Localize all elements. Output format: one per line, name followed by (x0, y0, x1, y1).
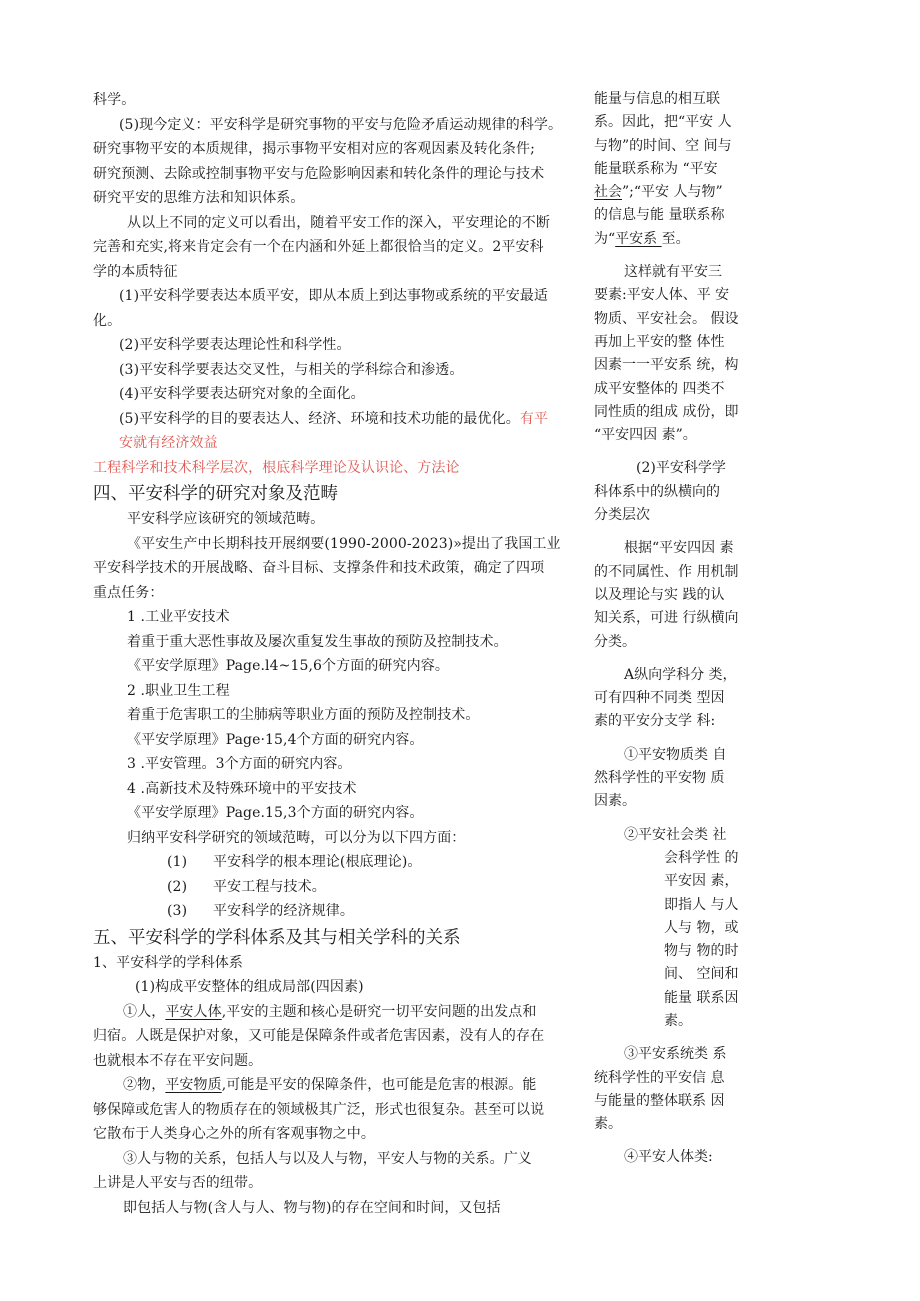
definition-line: 研究预测、去除或控制事物平安与危险影响因素和转化条件的理论与技术 (93, 165, 545, 182)
list-item (93, 875, 593, 900)
list-number: (3) (167, 903, 188, 919)
text-line (594, 228, 756, 251)
text-line: 系。因此，把“平安 人 (594, 114, 732, 131)
list-item (93, 899, 593, 924)
paragraph-line: 《平安生产中长期科技开展纲要(1990-2000-2023)»提出了我国工业 (127, 535, 561, 552)
text-line (594, 181, 756, 204)
underlined-term: 平安物质 (165, 1077, 222, 1093)
red-annotation: 有平 (519, 410, 549, 427)
list-item (93, 850, 593, 875)
text-line: 平安因 素， (664, 873, 739, 890)
text-line: 物与 物的时 (664, 943, 739, 960)
text-line: 科学。 (93, 92, 136, 108)
text-line: 知关系，可进 行纵横向 (594, 610, 739, 627)
section-heading-5: 五、平安科学的学科体系及其与相关学科的关系 (93, 927, 461, 948)
text-span: ,可能是平安的保障条件，也可能是危害的根源。能 (221, 1077, 537, 1093)
paragraph-line: 平安科学技术的开展战略、奋斗目标、支撑条件和技术政策，确定了四项 (93, 560, 545, 576)
text-line: 素。 (664, 1012, 692, 1029)
paragraph-line: 学的本质特征 (93, 263, 178, 280)
paragraph-line: 也就根本不存在平安问题。 (93, 1052, 263, 1069)
text-span: 为“ (594, 230, 616, 247)
text-line: 人与 物，或 (664, 919, 739, 936)
task-title: 2 .职业卫生工程 (127, 682, 230, 699)
section-heading-4: 四、平安科学的研究对象及范畴 (93, 484, 338, 504)
task-ref: 《平安学原理》Page·15,4个方面的研究内容。 (127, 731, 424, 748)
text-span: ,平安的主题和核心是研究一切平安问题的出发点和 (221, 1003, 537, 1020)
task-title: 4 .高新技术及特殊环境中的平安技术 (127, 780, 357, 797)
text-line: 要素:平安人体、平 安 (594, 287, 730, 304)
paragraph-line: 从以上不同的定义可以看出，随着平安工作的深入，平安理论的不断 (127, 214, 550, 231)
text-line: 因素。 (594, 793, 636, 810)
text-line: 然科学性的平安物 质 (594, 770, 725, 787)
text-line: 与物”的时间、空 间与 (594, 137, 732, 154)
paragraph-line (93, 1073, 593, 1098)
text-line: 的不同属性、作 用机制 (594, 563, 739, 580)
text-line: 以及理论与实 践的认 (594, 586, 725, 603)
underlined-term: 社会 (594, 184, 622, 201)
subsection-heading: (1)构成平安整体的组成局部(四因素) (135, 979, 364, 995)
list-number: (1) (167, 854, 188, 870)
text-line: 物质、平安社会。 假设 (594, 310, 739, 327)
task-desc: 着重于危害职工的尘肺病等职业方面的预防及控制技术。 (127, 707, 480, 723)
task-ref: 《平安学原理》Page.15,3个方面的研究内容。 (127, 805, 424, 821)
text-line: ④平安人体类: (624, 1149, 713, 1166)
subsection-heading: 科体系中的纵横向的 (594, 483, 720, 500)
underlined-term: 平安系 (615, 230, 662, 247)
text-line: 能量与信息的相互联 (594, 91, 720, 107)
feature-item: (3)平安科学要表达交叉性，与相关的学科综合和渗透。 (119, 361, 464, 378)
definition-line: 研究平安的思维方法和知识体系。 (93, 190, 305, 206)
text-line: 会科学性 的 (664, 849, 739, 866)
text-line: 同性质的组成 成份，即 (594, 403, 739, 420)
text-line: 间、 空间和 (664, 966, 739, 983)
paragraph-line: 够保障或危害人的物质存在的领域极其广泛，形式也很复杂。甚至可以说 (93, 1101, 545, 1118)
left-column (93, 88, 593, 1220)
subsection-heading: 1、平安科学的学科体系 (93, 954, 244, 971)
list-text: 平安工程与技术。 (213, 878, 326, 895)
feature-item: (1)平安科学要表达本质平安，即从本质上到达事物或系统的平安最适 (119, 288, 549, 304)
subsection-heading: (2)平安科学学 (636, 460, 726, 477)
paragraph-line: 平安科学应该研究的领域范畴。 (127, 511, 325, 527)
text-line: “平安四因 素”。 (594, 427, 697, 444)
text-line: 能量联系称为 “平安 (594, 160, 718, 177)
paragraph-line: 它散布于人类身心之外的所有客观事物之中。 (93, 1126, 375, 1142)
text-line: 与能量的整体联系 因 (594, 1092, 725, 1109)
red-annotation: 安就有经济效益 (119, 435, 218, 451)
text-span: ”;“平安 人与物” (622, 184, 723, 201)
task-desc: 着重于重大恶性事故及屡次重复发生事故的预防及控制技术。 (127, 633, 508, 650)
text-line: ②平安社会类 社 (624, 826, 727, 843)
text-line: 这样就有平安三 (624, 264, 722, 281)
text-line: 根据“平安四因 素 (624, 540, 734, 557)
text-line: ③平安系统类 系 (624, 1046, 727, 1063)
list-text: 平安科学的经济规律。 (213, 903, 354, 919)
task-title: 1 .工业平安技术 (127, 609, 230, 625)
text-line: 成平安整体的 四类不 (594, 380, 725, 397)
text-line: 可有四种不同类 型因 (594, 690, 725, 707)
subsection-heading: 分类层次 (594, 507, 650, 524)
text-span: ②物， (123, 1077, 166, 1093)
feature-text: (5)平安科学的目的要表达人、经济、环境和技术功能的最优化。 (119, 410, 520, 427)
summary-line: 归纳平安科学研究的领域范畴，可以分为以下四方面： (127, 829, 466, 846)
feature-item: (4)平安科学要表达研究对象的全面化。 (119, 386, 365, 402)
paragraph-line: 即包括人与物(含人与人、物与物)的存在空间和时间，又包括 (123, 1199, 501, 1216)
list-text: 平安科学的根本理论(根底理论)。 (213, 854, 422, 870)
feature-item (93, 407, 593, 432)
text-line: 分类。 (594, 633, 636, 650)
text-line: 统科学性的平安信 息 (594, 1069, 725, 1086)
text-span: 至。 (661, 230, 690, 247)
text-line: 能量 联系因 (664, 989, 739, 1006)
definition-line: 研究事物平安的本质规律，揭示事物平安相对应的客观因素及转化条件; (93, 141, 535, 157)
text-line: 素的平安分支学 科: (594, 713, 716, 730)
feature-item: (2)平安科学要表达理论性和科学性。 (119, 337, 351, 353)
paragraph-line (93, 1000, 593, 1025)
text-line: 的信息与能 量联系称 (594, 207, 725, 224)
task-title: 3 .平安管理。3个方面的研究内容。 (127, 756, 352, 772)
text-span: ①人， (123, 1003, 166, 1020)
text-line: ①平安物质类 自 (624, 746, 727, 763)
paragraph-line: 归宿。人既是保护对象，又可能是保障条件或者危害因素，没有人的存在 (93, 1028, 545, 1044)
text-line: A纵向学科分 类， (624, 666, 737, 683)
paragraph-line: 重点任务： (93, 584, 164, 601)
right-column (594, 88, 756, 1170)
text-line: 即指人 与人 (664, 896, 739, 913)
text-line: 因素一一平安系 统，构 (594, 357, 739, 374)
definition-line: (5)现今定义：平安科学是研究事物的平安与危险矛盾运动规律的科学。 (119, 116, 563, 133)
feature-item-cont: 化。 (93, 312, 122, 329)
underlined-term: 平安人体 (165, 1003, 222, 1020)
text-line: 再加上平安的整 体性 (594, 333, 725, 350)
list-number: (2) (167, 878, 188, 895)
text-line: 素。 (594, 1116, 622, 1133)
paragraph-line: 完善和充实,将来肯定会有一个在内涵和外延上都很恰当的定义。2平安科 (93, 239, 544, 255)
red-annotation: 工程科学和技术科学层次，根底科学理论及认识论、方法论 (93, 459, 460, 476)
paragraph-line: 上讲是人平安与否的纽带。 (93, 1175, 263, 1191)
task-ref: 《平安学原理》Page.l4~15,6个方面的研究内容。 (127, 658, 449, 674)
paragraph-line: ③人与物的关系，包括人与以及人与物，平安人与物的关系。广义 (123, 1150, 532, 1167)
